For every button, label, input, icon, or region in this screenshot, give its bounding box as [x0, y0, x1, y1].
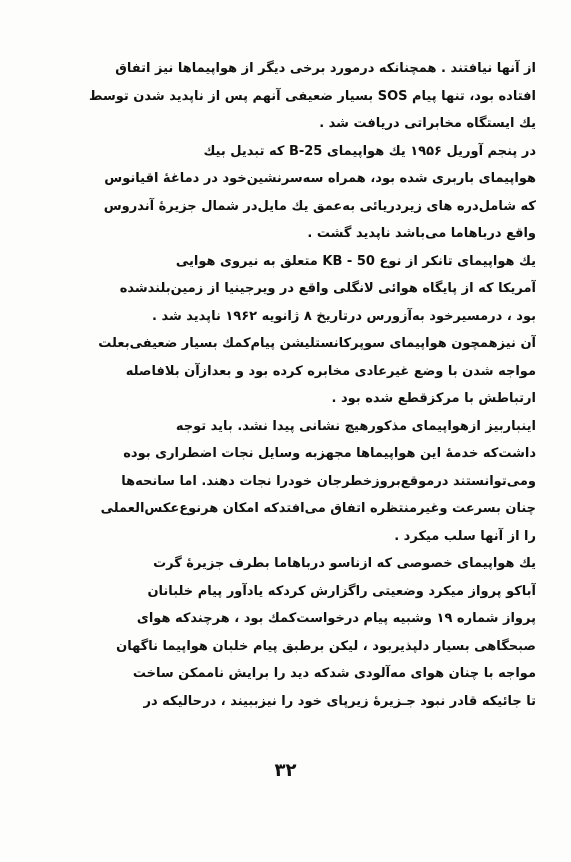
text-line: تا جائیکه قادر نبود جـزیرهٔ زیرپای خود را نیزببیند ، درحالیکه در: [143, 693, 536, 709]
text-line: را از آنها سلب میکرد .: [394, 528, 536, 544]
text-line: یك هواپیمای تانکر از نوع KB - 50 متعلق به نیروی هوایی: [175, 253, 536, 269]
text-line: از آنها نیافتند . همچنانکه درمورد برخی دیگر از هواپیماها نیز اتفاق: [115, 61, 536, 76]
text-line: داشت‌که خدمهٔ این هواپیماها مجهزبه وسایل نجات اضطراری بوده: [123, 446, 536, 461]
text-line: ومی‌توانستند درموقع‌بروزخطرجان خودرا نجات دهند. اما سانحه‌ها: [121, 473, 536, 489]
text-line: بود ، درمسیرخود به‌آزورس درتاریخ ۸ ژانویه ۱۹۶۲ ناپدید شد .: [152, 308, 536, 324]
text-line: چنان بسرعت وغیرمنتظره اتفاق می‌افتدکه امکان هرنوع‌عکس‌العملی: [100, 501, 536, 516]
text-line: یك ایستگاه مخابراتی دریافت شد .: [319, 116, 536, 131]
text-line: آن نیزهمچون هواپیمای سوپرکانستلیشن پیام‌کمك بسیار ضعیفی‌بعلت: [98, 336, 536, 351]
text-line: صبحگاهی بسیار دلپذیربود ، لیکن برطبق پیام خلبان هواپیما ناگهان: [116, 638, 536, 654]
text-line: یك هواپیمای خصوصی که ازناسو درباهاما بطرف جزیرهٔ گرت: [153, 556, 536, 571]
text-line: واقع درباهاما می‌باشد ناپدید گشت .: [307, 226, 536, 241]
text-line: که شامل‌دره های زیردریائی به‌عمق یك مایل‌در شمال جزیرهٔ آندروس: [103, 198, 536, 214]
text-line: مواجه شدن با وضع غیرعادی مخابره کرده بود و بعدازآن بلافاصله: [125, 363, 536, 379]
text-line: هواپیمای باربری شده بود، همراه سه‌سرنشین‌خود در دماغهٔ اقیانوس: [104, 171, 536, 186]
text-line: آباکو پرواز میکرد وضعیتی راگزارش کردکه یادآور پیام خلبانان: [147, 583, 536, 599]
text-line: اینباربیز ازهواپیمای مذکورهیچ نشانی پیدا نشد. باید توجه: [175, 418, 536, 434]
body-text: [68, 55, 536, 715]
text-line: در پنجم آوریل ۱۹۵۶ یك هواپیمای B-25 که تبدیل بیك: [203, 143, 536, 159]
text-line: آمریکا که از پایگاه هوائی لانگلی واقع در ویرجینیا از زمین‌بلندشده: [119, 281, 536, 296]
page-number: ۳۲: [274, 760, 297, 781]
text-line: پرواز شماره ۱۹ وشبیه پیام درخواست‌کمك بود ، هرچندکه هوای: [136, 611, 536, 626]
text-line: افتاده بود، تنها پیام SOS بسیار ضعیفی آنهم پس از ناپدید شدن توسط: [89, 88, 536, 104]
text-line: ارتباطش با مرکزقطع شده بود .: [331, 391, 536, 406]
text-line: مواجه با چنان هوای مه‌آلودی شدکه دید را برایش ناممکن ساخت: [132, 666, 536, 681]
